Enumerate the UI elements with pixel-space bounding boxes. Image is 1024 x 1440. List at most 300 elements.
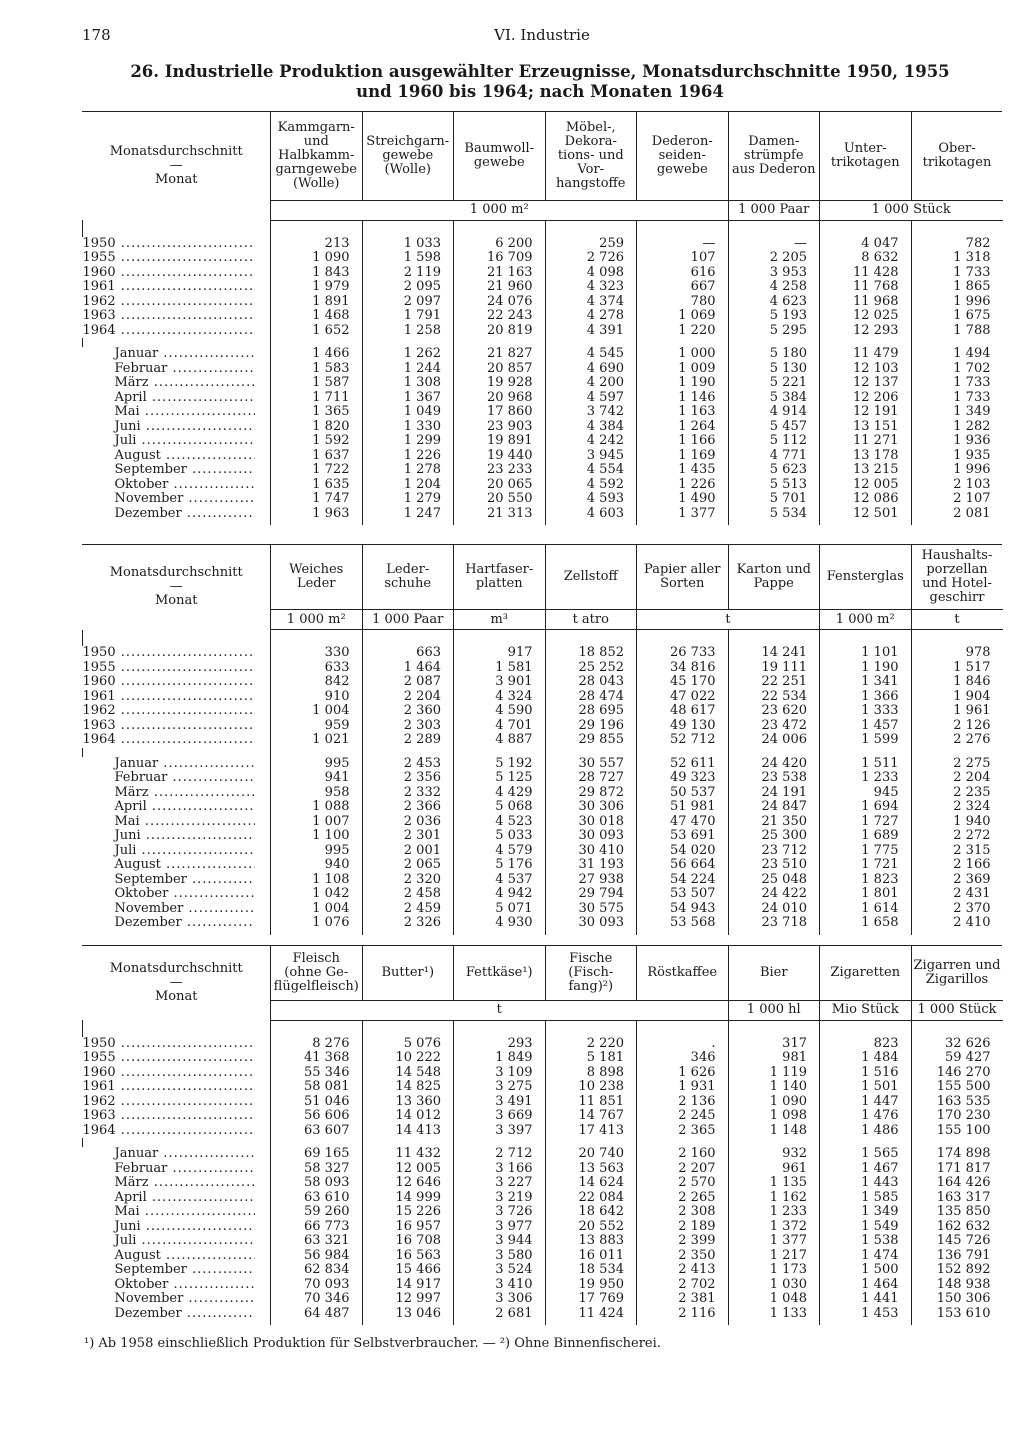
data-cell: 21 163	[454, 266, 546, 281]
table-row	[83, 733, 1003, 748]
data-cell: 1 820	[271, 420, 363, 435]
data-cell: 1 349	[911, 405, 1003, 420]
row-label	[83, 420, 271, 435]
data-cell: 5 071	[454, 902, 546, 917]
spacer-cell	[83, 220, 271, 237]
row-label-text: November .....	[83, 492, 255, 507]
data-cell: 20 552	[545, 1220, 637, 1235]
data-cell: 20 857	[454, 362, 546, 377]
row-label-text: Juni .....	[83, 420, 255, 435]
data-cell: 1 030	[728, 1278, 820, 1293]
data-cell: 2 245	[637, 1109, 729, 1124]
row-label-text: August .....	[83, 1249, 255, 1264]
data-cell: 4 047	[820, 237, 912, 252]
data-cell: 15 466	[362, 1263, 454, 1278]
spacer-cell	[271, 220, 363, 237]
spacer-cell	[83, 338, 271, 347]
table-row	[83, 237, 1003, 252]
data-cell: 2 702	[637, 1278, 729, 1293]
data-cell: 5 623	[728, 463, 820, 478]
row-label-text: 1962 .....	[83, 704, 255, 719]
data-cell: 3 227	[454, 1176, 546, 1191]
data-cell: 2 681	[454, 1307, 546, 1326]
data-cell: 1 366	[820, 690, 912, 705]
row-label	[83, 1124, 271, 1139]
data-cell: 1 372	[728, 1220, 820, 1235]
data-cell: 961	[728, 1162, 820, 1177]
row-label	[83, 463, 271, 478]
data-cell: 24 076	[454, 295, 546, 310]
table-row	[83, 251, 1003, 266]
unit-label: 1 000 Paar	[362, 610, 454, 630]
data-cell: 2 097	[362, 295, 454, 310]
data-cell: 1 108	[271, 873, 363, 888]
data-cell: 23 620	[728, 704, 820, 719]
table-row	[83, 434, 1003, 449]
table-title-line-2: und 1960 bis 1964; nach Monaten 1964	[356, 82, 724, 101]
col-header: Baumwoll-gewebe	[454, 112, 546, 200]
data-cell: 12 005	[820, 478, 912, 493]
spacer-cell	[83, 1138, 271, 1147]
data-cell: 12 293	[820, 324, 912, 339]
row-label-text: September .....	[83, 873, 255, 888]
data-cell: 2 399	[637, 1234, 729, 1249]
data-cell: 22 084	[545, 1191, 637, 1206]
stub-label-1: Monatsdurchschnitt	[109, 961, 243, 976]
data-cell: 19 891	[454, 434, 546, 449]
table-row	[83, 449, 1003, 464]
row-label	[83, 646, 271, 661]
data-cell: 4 701	[454, 719, 546, 734]
data-cell: 1 009	[637, 362, 729, 377]
page-header	[82, 26, 1002, 48]
data-cell: 162 632	[911, 1220, 1003, 1235]
stub-label-2: Monat	[155, 593, 198, 609]
data-cell: 5 033	[454, 829, 546, 844]
data-cell: 23 510	[728, 858, 820, 873]
data-cell: 1 823	[820, 873, 912, 888]
data-cell: 24 006	[728, 733, 820, 748]
data-cell: 28 474	[545, 690, 637, 705]
data-cell: 12 501	[820, 507, 912, 526]
data-cell: 1 517	[911, 661, 1003, 676]
data-cell: 17 769	[545, 1292, 637, 1307]
data-cell: 2 369	[911, 873, 1003, 888]
spacer-cell	[545, 630, 637, 647]
data-cell: 2 365	[637, 1124, 729, 1139]
data-cell: 1 033	[362, 237, 454, 252]
data-cell: 23 233	[454, 463, 546, 478]
row-label-text: April .....	[83, 391, 255, 406]
data-cell: 150 306	[911, 1292, 1003, 1307]
row-label-text: Oktober .....	[83, 1278, 255, 1293]
data-cell: 1 490	[637, 492, 729, 507]
row-label	[83, 295, 271, 310]
data-cell: 1 494	[911, 347, 1003, 362]
spacer-cell	[637, 220, 729, 237]
data-cell: 4 200	[545, 376, 637, 391]
table-row	[83, 1066, 1003, 1081]
data-cell: 1 511	[820, 757, 912, 772]
table-row	[83, 1124, 1003, 1139]
food-table	[82, 946, 1003, 1325]
data-cell: 932	[728, 1147, 820, 1162]
data-cell: 1 146	[637, 391, 729, 406]
data-cell: 17 860	[454, 405, 546, 420]
data-cell: 5 181	[545, 1051, 637, 1066]
data-cell: 163 317	[911, 1191, 1003, 1206]
data-cell: 59 427	[911, 1051, 1003, 1066]
data-cell: 21 960	[454, 280, 546, 295]
data-cell: 28 727	[545, 771, 637, 786]
unit-label: 1 000 m²	[820, 610, 912, 630]
spacer-cell	[911, 220, 1003, 237]
data-cell: 29 196	[545, 719, 637, 734]
row-label	[83, 1249, 271, 1264]
spacer-cell	[911, 1020, 1003, 1037]
textiles-body	[83, 220, 1003, 525]
row-label	[83, 757, 271, 772]
data-cell: 155 500	[911, 1080, 1003, 1095]
data-cell: 1 377	[728, 1234, 820, 1249]
row-label-text: Dezember .....	[83, 507, 255, 522]
data-cell: 4 523	[454, 815, 546, 830]
row-label	[83, 391, 271, 406]
data-cell: 1 936	[911, 434, 1003, 449]
row-label-text: August .....	[83, 858, 255, 873]
row-label	[83, 704, 271, 719]
data-cell: 22 534	[728, 690, 820, 705]
data-cell: 30 018	[545, 815, 637, 830]
spacer-cell	[820, 630, 912, 647]
data-cell: 1 963	[271, 507, 363, 526]
data-cell: 4 590	[454, 704, 546, 719]
data-cell: 24 422	[728, 887, 820, 902]
data-cell: 59 260	[271, 1205, 363, 1220]
data-cell: 63 321	[271, 1234, 363, 1249]
data-cell: 1 468	[271, 309, 363, 324]
row-label-text: Januar .....	[83, 757, 255, 772]
col-header: Ober-trikotagen	[911, 112, 1003, 200]
data-cell: 633	[271, 661, 363, 676]
spacer-cell	[637, 1020, 729, 1037]
row-label	[83, 786, 271, 801]
data-cell: 53 507	[637, 887, 729, 902]
data-cell: 4 603	[545, 507, 637, 526]
data-cell: 2 065	[362, 858, 454, 873]
data-cell: 1 722	[271, 463, 363, 478]
row-label-text: 1963 .....	[83, 719, 255, 734]
table-row	[83, 1162, 1003, 1177]
data-cell: 4 623	[728, 295, 820, 310]
data-cell: 30 557	[545, 757, 637, 772]
spacer-cell	[454, 630, 546, 647]
row-label	[83, 1080, 271, 1095]
spacer-cell	[271, 630, 363, 647]
data-cell: 1 090	[271, 251, 363, 266]
data-cell: 346	[637, 1051, 729, 1066]
col-header: Leder-schuhe	[362, 545, 454, 610]
data-cell: 1 435	[637, 463, 729, 478]
data-cell: 1 865	[911, 280, 1003, 295]
data-cell: 20 819	[454, 324, 546, 339]
unit-label: 1 000 m²	[271, 200, 729, 220]
data-cell: 28 043	[545, 675, 637, 690]
data-cell: 1 258	[362, 324, 454, 339]
table-section-textiles	[82, 111, 1002, 525]
row-label	[83, 324, 271, 339]
data-cell: 14 917	[362, 1278, 454, 1293]
data-cell: 4 537	[454, 873, 546, 888]
data-cell: 5 076	[362, 1037, 454, 1052]
data-cell: 1 377	[637, 507, 729, 526]
unit-label: 1 000 Stück	[911, 1000, 1003, 1020]
spacer-cell	[637, 630, 729, 647]
data-cell: 663	[362, 646, 454, 661]
row-label	[83, 280, 271, 295]
data-cell: 2 275	[911, 757, 1003, 772]
data-cell: 2 320	[362, 873, 454, 888]
col-header: Röstkaffee	[637, 946, 729, 1000]
data-cell: 1 592	[271, 434, 363, 449]
table-row	[83, 492, 1003, 507]
row-label-text: 1955 .....	[83, 661, 255, 676]
row-label	[83, 309, 271, 324]
row-label	[83, 362, 271, 377]
stub-label-1: Monatsdurchschnitt	[109, 565, 243, 581]
data-cell: 2 036	[362, 815, 454, 830]
col-header: Kammgarn- und Halbkamm-garngewebe (Wolle)	[271, 112, 363, 200]
data-cell: 23 538	[728, 771, 820, 786]
data-cell: 27 938	[545, 873, 637, 888]
data-cell: 19 928	[454, 376, 546, 391]
data-cell: 14 825	[362, 1080, 454, 1095]
row-label-text: 1964 .....	[83, 324, 255, 339]
data-cell: 5 130	[728, 362, 820, 377]
table-row	[83, 815, 1003, 830]
data-cell: 25 252	[545, 661, 637, 676]
row-label	[83, 800, 271, 815]
data-cell: 1 133	[728, 1307, 820, 1326]
data-cell: 2 570	[637, 1176, 729, 1191]
row-label	[83, 449, 271, 464]
stub-label-2: Monat	[155, 172, 198, 187]
table-row	[83, 295, 1003, 310]
data-cell: 1 367	[362, 391, 454, 406]
table-row	[83, 844, 1003, 859]
data-cell: 1 849	[454, 1051, 546, 1066]
data-cell: 23 903	[454, 420, 546, 435]
data-cell: 14 241	[728, 646, 820, 661]
data-cell: 1 278	[362, 463, 454, 478]
data-cell: 3 166	[454, 1162, 546, 1177]
row-label	[83, 1191, 271, 1206]
row-label	[83, 733, 271, 748]
data-cell: 1 163	[637, 405, 729, 420]
spacer-row	[83, 1020, 1003, 1037]
data-cell: 910	[271, 690, 363, 705]
data-cell: 70 093	[271, 1278, 363, 1293]
data-cell: 5 457	[728, 420, 820, 435]
data-cell: 24 010	[728, 902, 820, 917]
table-row	[83, 771, 1003, 786]
data-cell: 1 996	[911, 463, 1003, 478]
data-cell: 2 204	[911, 771, 1003, 786]
data-cell: 1 791	[362, 309, 454, 324]
data-cell: 1 233	[820, 771, 912, 786]
data-cell: 3 944	[454, 1234, 546, 1249]
data-cell: 945	[820, 786, 912, 801]
row-label	[83, 1307, 271, 1326]
row-label	[83, 347, 271, 362]
table-row	[83, 646, 1003, 661]
data-cell: 26 733	[637, 646, 729, 661]
data-cell: 1 904	[911, 690, 1003, 705]
data-cell: 13 563	[545, 1162, 637, 1177]
data-cell: 2 126	[911, 719, 1003, 734]
data-cell: 12 137	[820, 376, 912, 391]
col-header: Fettkäse¹)	[454, 946, 546, 1000]
table-section-food	[82, 945, 1002, 1325]
data-cell: 5 192	[454, 757, 546, 772]
data-cell: 1 635	[271, 478, 363, 493]
data-cell: 54 020	[637, 844, 729, 859]
data-cell: 21 350	[728, 815, 820, 830]
data-cell: 146 270	[911, 1066, 1003, 1081]
data-cell: 63 610	[271, 1191, 363, 1206]
materials-table	[82, 545, 1003, 935]
data-cell: 23 472	[728, 719, 820, 734]
col-header: Zigaretten	[820, 946, 912, 1000]
table-row	[83, 347, 1003, 362]
unit-label: 1 000 Paar	[728, 200, 820, 220]
data-cell: 1 549	[820, 1220, 912, 1235]
row-label	[83, 873, 271, 888]
data-cell: 47 470	[637, 815, 729, 830]
data-cell: 3 219	[454, 1191, 546, 1206]
data-cell: 1 447	[820, 1095, 912, 1110]
unit-label: Mio Stück	[820, 1000, 912, 1020]
unit-label: t atro	[545, 610, 637, 630]
table-row	[83, 1249, 1003, 1264]
data-cell: 5 125	[454, 771, 546, 786]
data-cell: 16 011	[545, 1249, 637, 1264]
row-label	[83, 1147, 271, 1162]
data-cell: 1 467	[820, 1162, 912, 1177]
data-cell: 1 599	[820, 733, 912, 748]
data-cell: 782	[911, 237, 1003, 252]
data-cell: 20 065	[454, 478, 546, 493]
data-cell: 2 350	[637, 1249, 729, 1264]
data-cell: 25 048	[728, 873, 820, 888]
data-cell: 13 178	[820, 449, 912, 464]
data-cell: 53 691	[637, 829, 729, 844]
row-label	[83, 251, 271, 266]
data-cell: 50 537	[637, 786, 729, 801]
data-cell: 2 360	[362, 704, 454, 719]
data-cell: 24 191	[728, 786, 820, 801]
data-cell: 3 953	[728, 266, 820, 281]
row-label-text: 1950 .....	[83, 646, 255, 661]
data-cell: 981	[728, 1051, 820, 1066]
row-label	[83, 1234, 271, 1249]
data-cell: 30 093	[545, 829, 637, 844]
data-cell: 4 278	[545, 309, 637, 324]
data-cell: 1 076	[271, 916, 363, 935]
data-cell: 48 617	[637, 704, 729, 719]
data-cell: 1 453	[820, 1307, 912, 1326]
data-cell: 2 119	[362, 266, 454, 281]
data-cell: 4 258	[728, 280, 820, 295]
data-cell: 15 226	[362, 1205, 454, 1220]
data-cell: 3 397	[454, 1124, 546, 1139]
data-cell: 330	[271, 646, 363, 661]
data-cell: —	[728, 237, 820, 252]
data-cell: 11 424	[545, 1307, 637, 1326]
data-cell: 1 721	[820, 858, 912, 873]
data-cell: 4 098	[545, 266, 637, 281]
data-cell: 19 111	[728, 661, 820, 676]
running-head: VI. Industrie	[494, 26, 590, 44]
data-cell: 1 007	[271, 815, 363, 830]
data-cell: 10 222	[362, 1051, 454, 1066]
data-cell: 1 090	[728, 1095, 820, 1110]
data-cell: 52 712	[637, 733, 729, 748]
data-cell: 3 726	[454, 1205, 546, 1220]
row-label	[83, 1037, 271, 1052]
data-cell: 1 204	[362, 478, 454, 493]
unit-label: t	[271, 1000, 729, 1020]
data-cell: .	[637, 1037, 729, 1052]
spacer-cell	[362, 1020, 454, 1037]
data-cell: 2 308	[637, 1205, 729, 1220]
stub-header	[83, 946, 271, 1020]
table-row	[83, 1037, 1003, 1052]
row-label	[83, 1066, 271, 1081]
data-cell: 25 300	[728, 829, 820, 844]
data-cell: 4 914	[728, 405, 820, 420]
row-label	[83, 1109, 271, 1124]
data-cell: 1 538	[820, 1234, 912, 1249]
data-cell: 4 690	[545, 362, 637, 377]
data-cell: 1 217	[728, 1249, 820, 1264]
data-cell: 16 708	[362, 1234, 454, 1249]
row-label	[83, 376, 271, 391]
data-cell: 5 180	[728, 347, 820, 362]
spacer-cell	[362, 220, 454, 237]
row-label	[83, 675, 271, 690]
data-cell: 1 935	[911, 449, 1003, 464]
data-cell: 1 088	[271, 800, 363, 815]
spacer-cell	[83, 630, 271, 647]
data-cell: 58 327	[271, 1162, 363, 1177]
data-cell: 978	[911, 646, 1003, 661]
data-cell: 4 324	[454, 690, 546, 705]
spacer-cell	[820, 1020, 912, 1037]
spacer-cell	[545, 1020, 637, 1037]
table-row	[83, 280, 1003, 295]
data-cell: 11 479	[820, 347, 912, 362]
data-cell: 1 626	[637, 1066, 729, 1081]
data-cell: 940	[271, 858, 363, 873]
row-label-text: Juni .....	[83, 829, 255, 844]
data-cell: —	[637, 237, 729, 252]
row-label-text: 1962 .....	[83, 1095, 255, 1110]
data-cell: 1 140	[728, 1080, 820, 1095]
data-cell: 1 220	[637, 324, 729, 339]
data-cell: 19 440	[454, 449, 546, 464]
row-label-text: 1963 .....	[83, 1109, 255, 1124]
